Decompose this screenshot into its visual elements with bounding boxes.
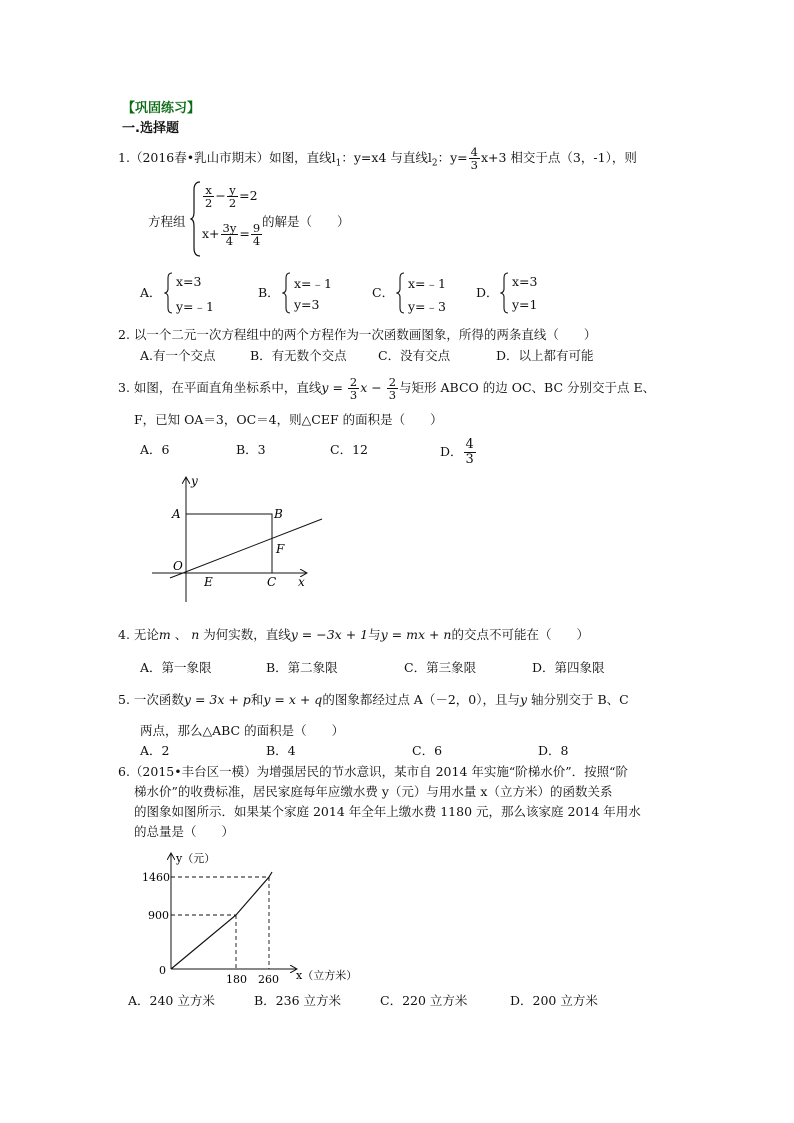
q1-option-a[interactable] xyxy=(164,272,234,314)
q5-stem xyxy=(118,694,629,707)
q6-tick-900: 900 xyxy=(148,909,169,922)
eq2-b-num: 9 xyxy=(252,221,261,235)
q6-graph-line xyxy=(171,872,272,969)
section-header: 【巩固练习】 xyxy=(122,101,201,116)
q1-text-b: ：y=x4 与直线l xyxy=(341,150,432,166)
q3-label-e: E xyxy=(204,575,213,589)
q6-y-axis-label: y（元） xyxy=(176,852,216,865)
q4-sep: 、 xyxy=(170,627,192,642)
q1-text-c: ：y= xyxy=(437,150,468,166)
q3-label-c: C xyxy=(267,575,277,589)
q3-label-o: O xyxy=(173,559,183,573)
q2-stem: 2. 以一个二元一次方程组中的两个方程作为一次函数画图象，所得的两条直线（ ） xyxy=(118,327,597,342)
eq1-rhs: =2 xyxy=(239,188,258,204)
q6-tick-1460: 1460 xyxy=(142,871,170,884)
eq2-a-den: 4 xyxy=(225,234,234,249)
q3-option-b[interactable]: B．3 xyxy=(236,442,266,457)
q6-figure xyxy=(138,848,368,988)
q1-option-d[interactable] xyxy=(500,272,570,314)
q1-fraction xyxy=(469,146,480,171)
q3-line2: F，已知 OA＝3，OC＝4，则△CEF 的面积是（ ） xyxy=(134,412,443,427)
q5-y: y xyxy=(519,692,528,707)
q6-line-4: 的总量是（ ） xyxy=(134,824,235,839)
q1-lead: 方程组 xyxy=(148,214,186,229)
q2-option-b[interactable]: B．有无数个交点 xyxy=(250,348,347,363)
option-d-l1: x=3 xyxy=(512,274,538,289)
q5-option-c[interactable]: C．6 xyxy=(412,743,443,758)
q5-text-b: 的图象都经过点 A（－2，0），且与 xyxy=(322,692,520,707)
q6-line-3: 的图象如图所示．如果某个家庭 2014 年全年上缴水费 1180 元，那么该家庭 2014 年用水 xyxy=(134,804,641,819)
option-d-brace xyxy=(500,272,510,314)
q3-label-f: F xyxy=(276,542,285,556)
q3-text-b: 与矩形 ABCO 的边 OC、BC 分别交于点 E、 xyxy=(399,380,656,396)
eq1-a-den: 2 xyxy=(205,196,213,211)
q4-option-b[interactable]: B．第二象限 xyxy=(266,660,338,675)
option-c-l2: y=﹣3 xyxy=(408,299,446,314)
q1-text-d: x+3 相交于点（3，-1），则 xyxy=(480,150,637,166)
q1-eq2 xyxy=(202,222,263,247)
q4-text-c: 的交点不可能在（ ） xyxy=(451,627,589,642)
q3-f2-den: 3 xyxy=(388,388,397,403)
q3-figure xyxy=(148,472,328,607)
eq2-x: x+ xyxy=(202,226,220,242)
q3-option-d[interactable] xyxy=(440,438,477,466)
q5-option-a[interactable]: A．2 xyxy=(140,743,170,758)
eq1-b-num: y xyxy=(229,183,236,197)
q4-mid: 与 xyxy=(368,627,381,642)
eq1-minus: − xyxy=(215,188,226,204)
q1-option-c-label[interactable]: C． xyxy=(372,285,395,300)
option-d-l2: y=1 xyxy=(512,297,538,312)
q1-eq1 xyxy=(202,184,258,209)
q3-option-a[interactable]: A．6 xyxy=(140,442,170,457)
q3-minus: − xyxy=(367,380,386,396)
q4-text-a: 4. 无论 xyxy=(118,627,159,642)
q4-option-c[interactable]: C．第三象限 xyxy=(404,660,477,675)
q5-mid: 和 xyxy=(250,692,264,707)
q3-f2-num: 2 xyxy=(388,375,397,389)
q6-option-d[interactable]: D．200 立方米 xyxy=(510,993,598,1008)
q4-n: n xyxy=(191,627,200,642)
option-b-brace xyxy=(282,272,292,314)
q3-f1-num: 2 xyxy=(349,375,358,389)
q6-x-axis-label: x（立方米） xyxy=(296,969,358,982)
q5-option-b[interactable]: B．4 xyxy=(266,743,296,758)
q1-text-a: （2016春•乳山市期末）如图，直线l xyxy=(129,150,336,166)
q1-sub1: 1 xyxy=(335,158,342,169)
q2-option-c[interactable]: C．没有交点 xyxy=(378,348,451,363)
q3-x: x xyxy=(360,380,368,396)
q3-text-a: 3. 如图，在平面直角坐标系中，直线 xyxy=(118,380,322,396)
option-a-l1: x=3 xyxy=(176,274,202,289)
q3-line xyxy=(170,519,322,578)
q3-label-x: x xyxy=(298,575,305,589)
q5-expr1: y = 3x + p xyxy=(183,692,251,707)
q5-text-c: 轴分别交于 B、C xyxy=(527,692,629,707)
q1-frac-den: 3 xyxy=(470,158,478,173)
q6-tick-180: 180 xyxy=(226,973,247,986)
q3-label-b: B xyxy=(274,507,283,521)
q5-option-d[interactable]: D．8 xyxy=(538,743,569,758)
q6-line-1: 6.（2015•丰台区一模）为增强居民的节水意识，某市自 2014 年实施“阶梯水价”．按照“阶 xyxy=(118,764,629,779)
q1-brace xyxy=(190,180,202,258)
q4-option-d[interactable]: D．第四象限 xyxy=(532,660,605,675)
q3-y: y xyxy=(321,380,329,396)
q1-frac-num: 4 xyxy=(470,145,478,159)
eq2-eq: = xyxy=(239,226,250,242)
q3-stem xyxy=(118,376,655,401)
q1-sub2: 2 xyxy=(431,158,438,169)
q1-option-b[interactable] xyxy=(282,272,352,314)
q1-option-a-label[interactable]: A． xyxy=(140,285,162,300)
q3-d-num: 4 xyxy=(465,437,474,452)
q4-expr2: y = mx + n xyxy=(380,627,452,642)
q1-stem xyxy=(118,146,637,171)
q6-option-b[interactable]: B．236 立方米 xyxy=(254,993,342,1008)
eq2-b-den: 4 xyxy=(252,234,261,249)
q5-text-a: 5. 一次函数 xyxy=(118,692,184,707)
option-c-brace xyxy=(396,272,406,314)
q1-option-d-label[interactable]: D． xyxy=(476,285,499,300)
q6-option-a[interactable]: A．240 立方米 xyxy=(128,993,215,1008)
q5-line2: 两点，那么△ABC 的面积是（ ） xyxy=(140,723,345,738)
q6-option-c[interactable]: C．220 立方米 xyxy=(380,993,468,1008)
option-a-l2: y=﹣1 xyxy=(176,299,214,314)
q5-expr2: y = x + q xyxy=(263,692,323,707)
q3-d-den: 3 xyxy=(465,451,474,467)
option-b-l2: y=3 xyxy=(294,297,320,312)
q1-option-b-label[interactable]: B． xyxy=(258,285,280,300)
q4-text-b: 为何实数，直线 xyxy=(199,627,291,642)
q6-tick-260: 260 xyxy=(258,973,279,986)
option-a-brace xyxy=(164,272,174,314)
q4-stem xyxy=(118,629,589,642)
q3-label-a: A xyxy=(172,507,181,521)
q1-number: 1. xyxy=(118,150,130,166)
q3-option-c[interactable]: C．12 xyxy=(330,442,368,457)
q3-eq: = xyxy=(328,380,347,396)
q2-option-a[interactable]: A.有一个交点 xyxy=(140,348,216,363)
q4-option-a[interactable]: A．第一象限 xyxy=(140,660,212,675)
option-c-l1: x=﹣1 xyxy=(408,276,446,291)
q3-option-d-label: D． xyxy=(440,443,463,459)
section-title: 一.选择题 xyxy=(122,121,179,136)
q4-expr1: y = −3x + 1 xyxy=(290,627,369,642)
option-b-l1: x=﹣1 xyxy=(294,276,332,291)
q1-option-c[interactable] xyxy=(396,272,466,314)
eq1-a-num: x xyxy=(205,183,212,197)
q4-m: m xyxy=(158,627,171,642)
q3-f1-den: 3 xyxy=(349,388,358,403)
q3-label-y: y xyxy=(191,474,198,488)
q2-option-d[interactable]: D．以上都有可能 xyxy=(496,348,594,363)
q6-line-2: 梯水价”的收费标准，居民家庭每年应缴水费 y（元）与用水量 x（立方米）的函数关系 xyxy=(134,784,613,799)
q1-tail: 的解是（ ） xyxy=(262,214,350,229)
eq2-a-num: 3y xyxy=(222,221,237,235)
eq1-b-den: 2 xyxy=(228,196,237,211)
q6-tick-0: 0 xyxy=(159,964,166,977)
